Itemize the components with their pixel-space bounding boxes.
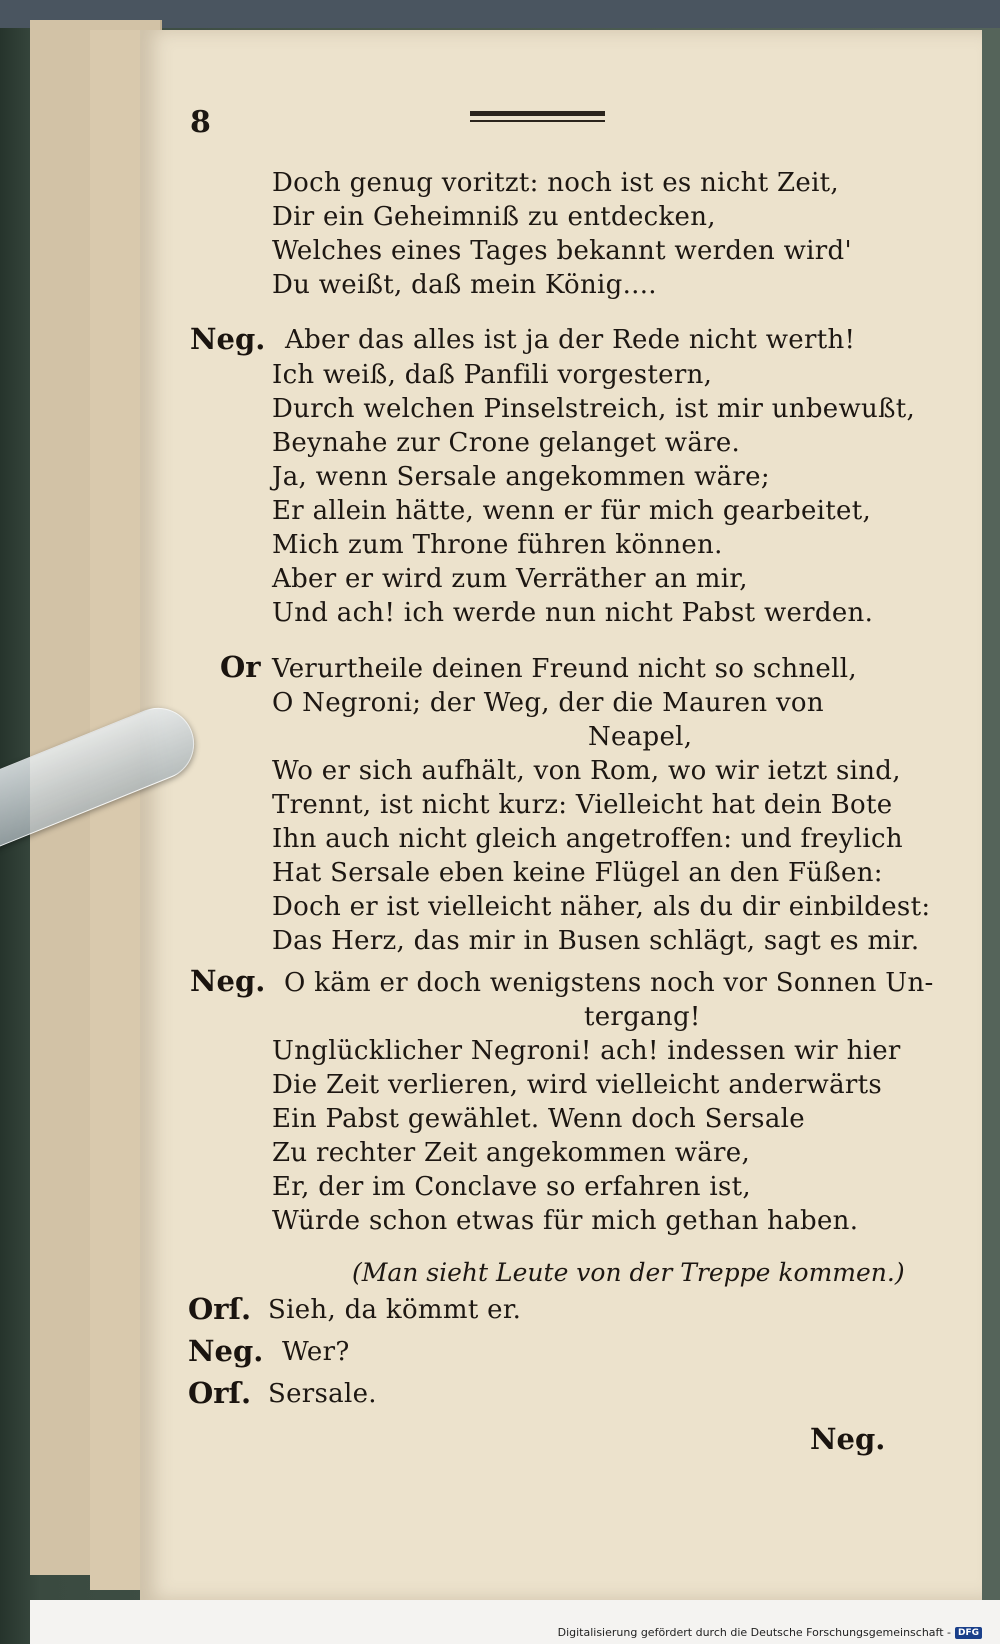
speaker-label: Neg. — [190, 964, 266, 998]
catchword: Neg. — [810, 1422, 886, 1456]
verse-line: Das Herz, das mir in Busen schlägt, sagt es mir. — [272, 926, 920, 956]
verse-line: Ja, wenn Sersale angekommen wäre; — [272, 462, 770, 492]
verse-line: Dir ein Geheimniß zu entdecken, — [272, 202, 716, 232]
header-rule-thick — [470, 111, 605, 116]
stage-direction: (Man sieht Leute von der Treppe kommen.) — [352, 1258, 905, 1287]
verse-line: Hat Sersale eben keine Flügel an den Füßen: — [272, 858, 883, 888]
verse-line: Er allein hätte, wenn er für mich gearbeitet, — [272, 496, 872, 526]
verse-line: Und ach! ich werde nun nicht Pabst werden. — [272, 598, 874, 628]
verse-line: Sersale. — [268, 1379, 377, 1409]
verse-line: Welches eines Tages bekannt werden wird' — [272, 236, 852, 266]
dfg-logo: DFG — [955, 1627, 982, 1639]
verse-line: Doch genug voritzt: noch ist es nicht Zeit, — [272, 168, 839, 198]
speaker-label: Orſ. — [188, 1292, 252, 1326]
verse-line: Wo er sich aufhält, von Rom, wo wir ietzt sind, — [272, 756, 901, 786]
verse-line: Ein Pabst gewählet. Wenn doch Sersale — [272, 1104, 805, 1134]
verse-line: tergang! — [584, 1002, 701, 1032]
footer-credit-text: Digitalisierung gefördert durch die Deutsche Forschungsgemeinschaft - — [557, 1626, 951, 1639]
verse-line: Würde schon etwas für mich gethan haben. — [272, 1206, 859, 1236]
verse-line: Die Zeit verlieren, wird vielleicht anderwärts — [272, 1070, 883, 1100]
verse-line: Unglücklicher Negroni! ach! indessen wir hier — [272, 1036, 901, 1066]
speaker-label: Orſ. — [188, 1376, 252, 1410]
verse-line: Ihn auch nicht gleich angetroffen: und freylich — [272, 824, 903, 854]
verse-line: Trennt, ist nicht kurz: Vielleicht hat dein Bote — [272, 790, 893, 820]
verse-line: Aber er wird zum Verräther an mir, — [272, 564, 748, 594]
verse-line: Sieh, da kömmt er. — [268, 1295, 522, 1325]
verse-line: O Negroni; der Weg, der die Mauren von — [272, 688, 824, 718]
page-number: 8 — [190, 105, 211, 140]
verse-line: Du weißt, daß mein König.... — [272, 270, 657, 300]
verse-line: Er, der im Conclave so erfahren ist, — [272, 1172, 751, 1202]
footer-credit — [558, 1626, 982, 1639]
verse-line: Mich zum Throne führen können. — [272, 530, 723, 560]
speaker-label: Neg. — [190, 322, 266, 356]
verse-line: Doch er ist vielleicht näher, als du dir einbildest: — [272, 892, 931, 922]
speaker-label: Neg. — [188, 1334, 264, 1368]
verse-line: Wer? — [282, 1337, 350, 1367]
verse-line: Ich weiß, daß Panfili vorgestern, — [272, 360, 713, 390]
verse-line: Neapel, — [588, 722, 693, 752]
verse-line: Beynahe zur Crone gelanget wäre. — [272, 428, 741, 458]
verse-line: Verurtheile deinen Freund nicht so schnell, — [272, 654, 857, 684]
verse-line: O käm er doch wenigstens noch vor Sonnen Un- — [284, 968, 934, 998]
verse-line: Aber das alles ist ja der Rede nicht werth! — [285, 325, 856, 355]
verse-line: Zu rechter Zeit angekommen wäre, — [272, 1138, 751, 1168]
speaker-label: Or — [220, 650, 261, 684]
verse-line: Durch welchen Pinselstreich, ist mir unbewußt, — [272, 394, 916, 424]
header-rule-thin — [470, 120, 605, 122]
